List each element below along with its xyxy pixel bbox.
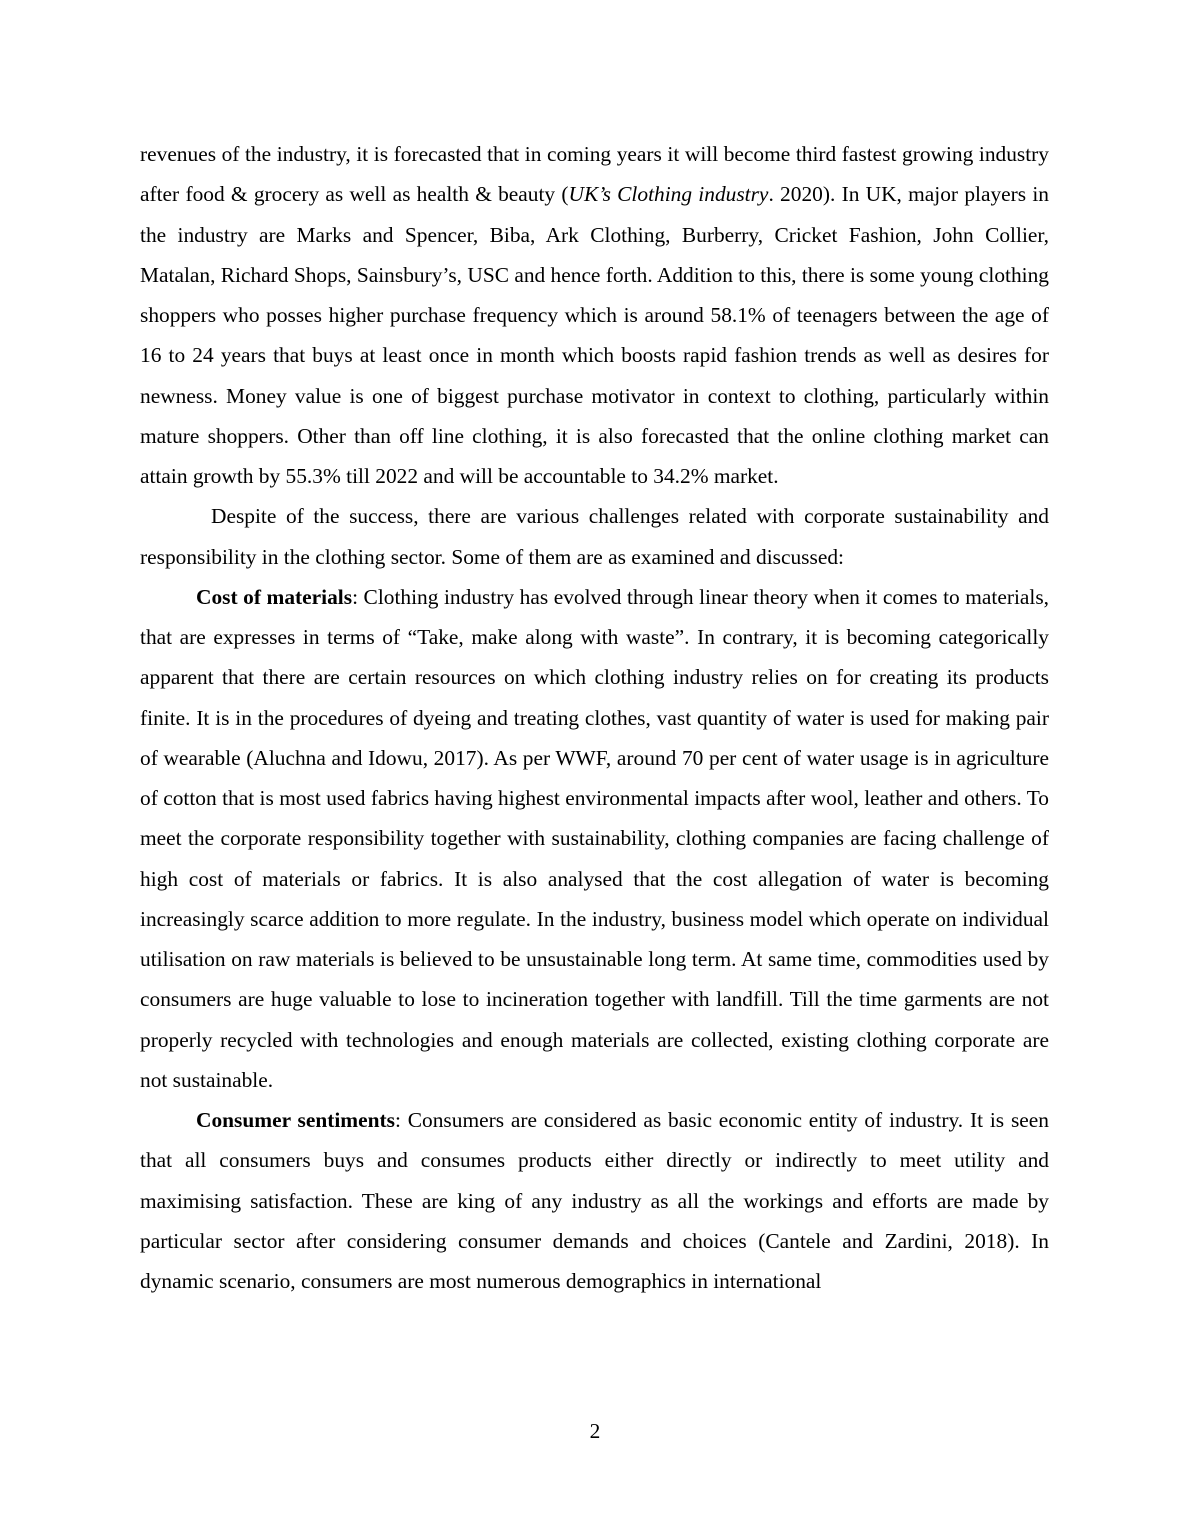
section-heading-consumer-sentiments: Consumer sentiments [196,1108,395,1132]
paragraph-challenges-intro [140,496,1049,577]
page-number: 2 [589,1419,601,1443]
section-heading-cost-of-materials: Cost of materials [196,584,353,609]
document-body [140,134,1049,1301]
paragraph-text: revenues of the industry, it is forecasted that in coming years it will become third fastest growing industry after food & grocery as well as health & beauty ( [140,142,1049,207]
paragraph-text: : Clothing industry has evolved through linear theory when it comes to materials, that are expresses in terms of “Take, make along with waste”. In contrary, it is becoming categorically apparent that there are certain resources on which clothing industry relies on for creating its products finite. It is in the procedures of dyeing and treating clothes, vast quantity of water is used for making pair of wearable (Aluchna and Idowu, 2017). As per WWF, around 70 per cent of water usage is in agriculture of cotton that is most used fabrics having highest environmental impacts after wool, leather and others. To meet the corporate responsibility together with sustainability, clothing companies are facing challenge of high cost of materials or fabrics. It is also analysed that the cost allegation of water is becoming increasingly scarce addition to more regulate. In the industry, business model which operate on individual utilisation on raw materials is believed to be unsustainable long term. At same time, commodities used by consumers are huge valuable to lose to incineration together with landfill. Till the time garments are not properly recycled with technologies and enough materials are collected, existing clothing corporate are not sustainable. [140,584,1050,1092]
paragraph-text: . 2020). In UK, major players in the industry are Marks and Spencer, Biba, Ark Clothing, Burberry, Cricket Fashion, John Collier, Matalan, Richard Shops, Sainsbury’s, USC and hence forth. Addition to this, there is some young clothing shoppers who posses higher purchase frequency which is around 58.1% of teenagers between the age of 16 to 24 years that buys at least once in month which boosts rapid fashion trends as well as desires for newness. Money value is one of biggest purchase motivator in context to clothing, particularly within mature shoppers. Other than off line clothing, it is also forecasted that the online clothing market can attain growth by 55.3% till 2022 and will be accountable to 34.2% market. [140,182,1050,488]
paragraph-consumer-sentiments [140,1100,1049,1301]
paragraph-text: : Consumers are considered as basic economic entity of industry. It is seen that all consumers buys and consumes products either directly or indirectly to meet utility and maximising satisfaction. These are king of any industry as all the workings and efforts are made by particular sector after considering consumer demands and choices (Cantele and Zardini, 2018). In dynamic scenario, consumers are most numerous demographics in international [140,1108,1049,1293]
paragraph-industry-overview [140,134,1049,496]
paragraph-text: Despite of the success, there are various challenges related with corporate sustainability and responsibility in the clothing sector. Some of them are as examined and discussed: [140,504,1049,569]
paragraph-cost-of-materials [140,577,1049,1100]
citation-title: UK’s Clothing industry [568,182,769,207]
